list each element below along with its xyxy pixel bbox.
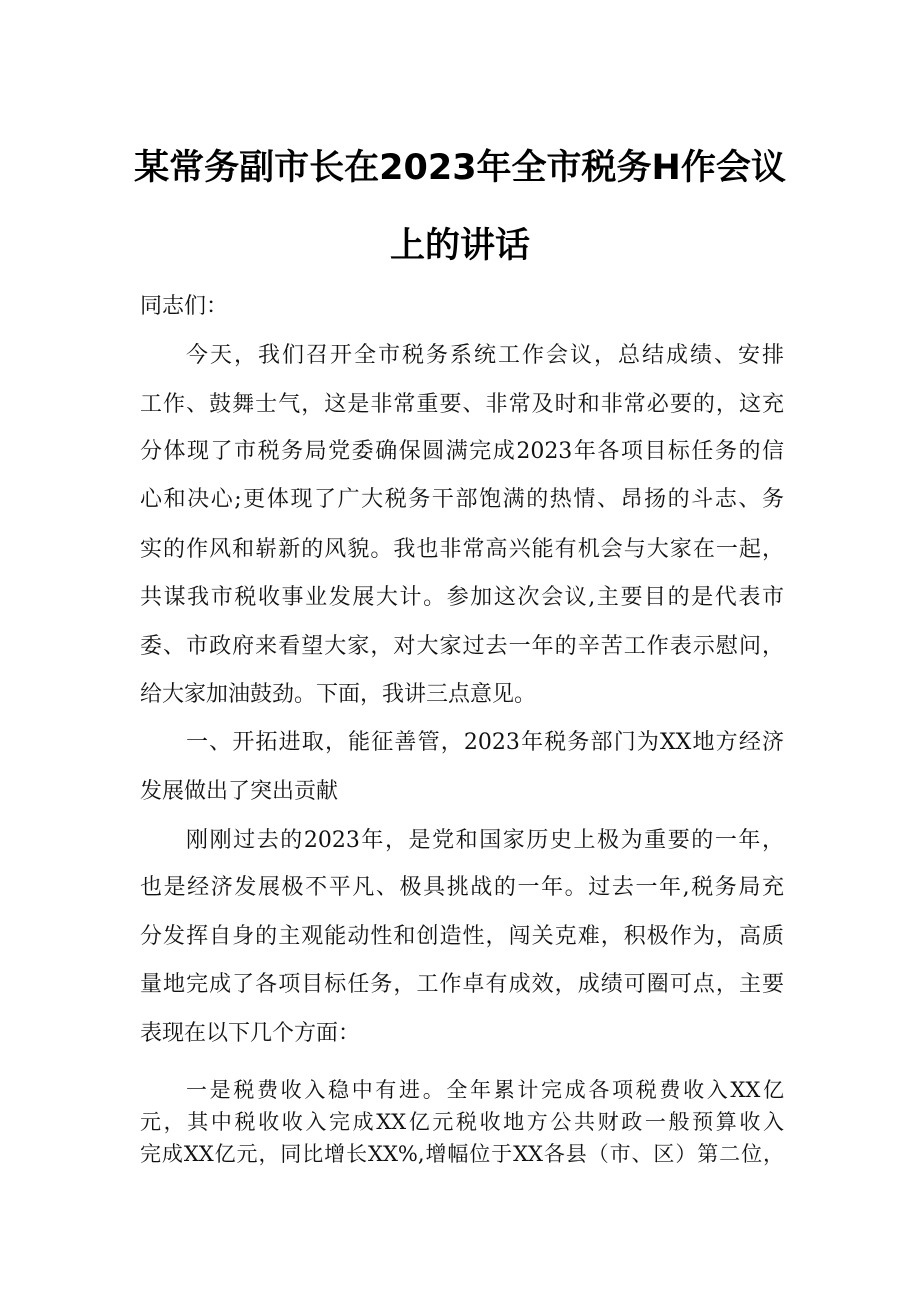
document-title-line-1: 某常务副市长在2023年全市税务H作会议 [134, 148, 786, 188]
paragraph-1-line-3: 分体现了市税务局党委确保圆满完成2023年各项目标任务的信 [140, 439, 784, 464]
section-1-heading-line-1: 一、开拓进取，能征善管，2023年税务部门为XX地方经济 [186, 730, 784, 755]
paragraph-1-line-6: 共谋我市税收事业发展大计。参加这次会议,主要目的是代表市 [140, 585, 784, 610]
salutation: 同志们： [140, 294, 229, 319]
paragraph-3-line-2: 也是经济发展极不平凡、极具挑战的一年。过去一年,税务局充 [140, 875, 784, 900]
paragraph-1-line-5: 实的作风和崭新的风貌。我也非常高兴能有机会与大家在一起， [140, 537, 784, 562]
paragraph-1-line-1: 今天，我们召开全市税务系统工作会议，总结成绩、安排 [186, 343, 784, 368]
paragraph-4-line-1: 一是税费收入稳中有进。全年累计完成各项税费收入XX亿 [186, 1078, 784, 1102]
document-title-line-2: 上的讲话 [389, 226, 530, 266]
paragraph-4-line-3: 完成XX亿元，同比增长XX%,增幅位于XX各县（市、区）第二位， [140, 1142, 784, 1166]
paragraph-3-line-4: 量地完成了各项目标任务，工作卓有成效，成绩可圈可点，主要 [140, 972, 784, 997]
paragraph-1-line-2: 工作、鼓舞士气，这是非常重要、非常及时和非常必要的，这充 [140, 392, 784, 417]
paragraph-1-line-4: 心和决心;更体现了广大税务干部饱满的热情、昂扬的斗志、务 [140, 487, 784, 512]
section-1-heading-line-2: 发展做出了突出贡献 [140, 779, 339, 804]
paragraph-3-line-1: 刚刚过去的2023年，是党和国家历史上极为重要的一年， [186, 828, 784, 853]
paragraph-3-line-5: 表现在以下几个方面： [140, 1021, 361, 1046]
paragraph-1-line-8: 给大家加油鼓劲。下面，我讲三点意见。 [140, 682, 537, 707]
paragraph-1-line-7: 委、市政府来看望大家，对大家过去一年的辛苦工作表示慰问， [140, 634, 784, 659]
paragraph-4-line-2: 元，其中税收收入完成XX亿元税收地方公共财政一般预算收入 [140, 1110, 784, 1134]
paragraph-3-line-3: 分发挥自身的主观能动性和创造性，闯关克难，积极作为，高质 [140, 924, 784, 949]
